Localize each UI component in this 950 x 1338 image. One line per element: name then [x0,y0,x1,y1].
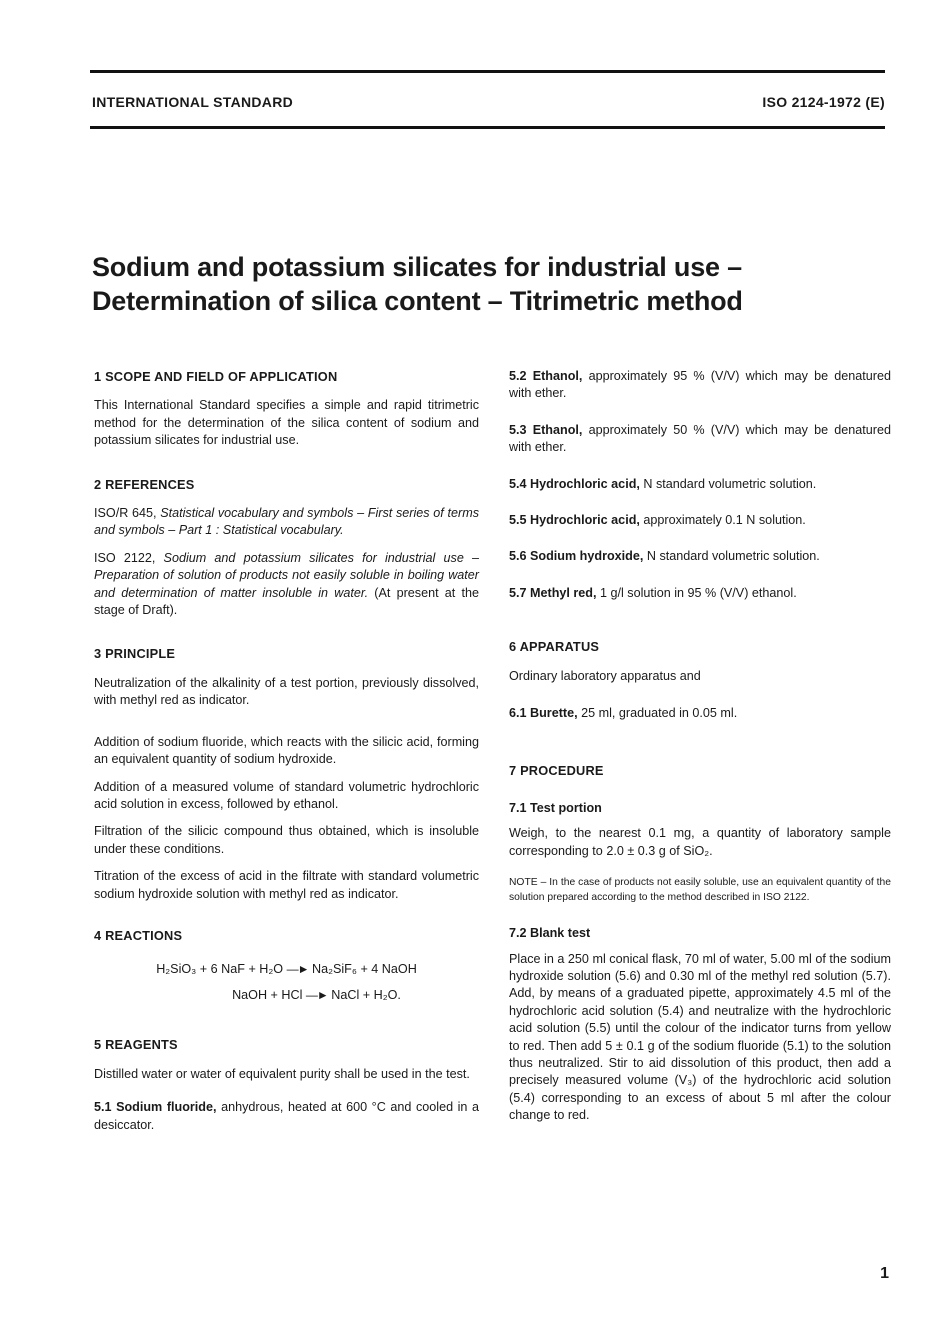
document-title [92,250,892,318]
reagent-5-3-text: approximately 50 % (V/V) which may be denatured with ether. [509,422,891,455]
section-7-heading: 7 PROCEDURE [509,763,604,779]
title-line-2: Determination of silica content – Titrimetric method [92,286,743,316]
reaction-equation-1 [94,956,479,982]
subsection-7-1-heading: 7.1 Test portion [509,800,602,815]
apparatus-6-1-text: 25 ml, graduated in 0.05 ml. [581,706,738,721]
principle-paragraph-5: Titration of the excess of acid in the filtrate with standard volumetric sodium hydroxide solution with methyl red as indicator. [94,869,479,901]
section-3-heading: 3 PRINCIPLE [94,646,176,662]
section-4-heading: 4 REACTIONS [94,927,183,943]
reagent-5-4 [509,476,891,493]
section-6-heading: 6 APPARATUS [509,639,600,655]
ref-2-code: ISO 2122, [94,550,156,565]
reagent-5-1-text: anhydrous, heated at 600 °C and cooled in a desiccator. [94,1100,480,1132]
subsection-7-2-heading: 7.2 Blank test [509,926,591,941]
apparatus-6-1-label: 6.1 Burette, [509,706,578,721]
page-number: 1 [880,1265,889,1282]
blank-test-text: Place in a 250 ml conical flask, 70 ml of water, 5.00 ml of the sodium hydroxide solution (5.6) and 0.30 ml of the methyl red solution (5.7). Add, by means of a graduated pipette, approximately 4.5 ml of the hydrochloric acid solution (5.4) and neutralize with the hydrochloric acid solution (5.5) until the colour of the indicator turns from yellow to red. Then add 5 ± 0.1 g of the sodium fluoride (5.1) to the solution thus neutralized. Stir to aid dissolution of this product, then add a precisely measured volume (V₃) of the hydrochloric acid solution (5.4) corresponding to an excess of about 5 ml after the colour change to red. [509,951,891,1123]
apparatus-6-1 [509,705,891,722]
reagent-5-2 [509,368,891,403]
reaction-arrow-icon: —► [305,988,328,1003]
equation-1-products: Na₂SiF₆ + 4 NaOH [311,962,417,977]
header-bottom-rule [90,126,885,129]
equation-2-reactants: NaOH + HCl [232,988,303,1003]
reference-iso-r-645 [94,505,479,540]
right-column [509,368,891,1135]
ref-2-status: (At present at the stage of Draft). [94,585,479,618]
reagent-5-2-text: approximately 95 % (V/V) which may be denatured with ether. [509,369,891,401]
reagent-5-4-text: N standard volumetric solution. [643,476,817,491]
reagent-5-3 [509,422,891,457]
test-portion-note: NOTE – In the case of products not easily soluble, use an equivalent quantity of the solution prepared according to the method described in ISO 2122. [509,877,891,903]
reagent-5-5 [509,512,891,529]
reagent-5-4-label: 5.4 Hydrochloric acid, [509,476,640,491]
header-top-rule [90,70,885,73]
reagent-5-5-text: approximately 0.1 N solution. [643,513,806,528]
standard-number: ISO 2124-1972 (E) [762,94,885,110]
equation-2-products: NaCl + H₂O. [331,988,401,1003]
reagent-5-5-label: 5.5 Hydrochloric acid, [509,513,640,528]
document-type: INTERNATIONAL STANDARD [92,94,294,110]
reagent-5-7-label: 5.7 Methyl red, [509,585,597,600]
title-line-1: Sodium and potassium silicates for industrial use – [92,252,742,282]
reagent-5-1 [94,1099,479,1134]
left-column [94,368,479,1144]
section-1-heading: 1 SCOPE AND FIELD OF APPLICATION [94,369,338,384]
principle-paragraph-4: Filtration of the silicic compound thus obtained, which is insoluble under these conditions. [94,824,479,856]
principle-paragraph-2: Addition of sodium fluoride, which reacts with the silicic acid, forming an equivalent quantity of sodium hydroxide. [94,734,479,767]
reagent-5-7-text: 1 g/l solution in 95 % (V/V) ethanol. [600,585,797,600]
ref-2-title: Sodium and potassium silicates for industrial use – Preparation of solution of products not easily soluble in boiling water and determination of matter insoluble in water. [94,550,479,600]
reagent-5-6-label: 5.6 Sodium hydroxide, [509,549,644,564]
reagent-5-3-label: 5.3 Ethanol, [509,422,583,437]
apparatus-intro: Ordinary laboratory apparatus and [509,668,701,683]
section-2-heading: 2 REFERENCES [94,476,195,492]
reagent-5-2-label: 5.2 Ethanol, [509,369,583,383]
ref-1-code: ISO/R 645, [94,506,157,521]
principle-paragraph-1: Neutralization of the alkalinity of a test portion, previously dissolved, with methyl red as indicator. [94,675,479,708]
reaction-equation-2 [94,982,479,1008]
equation-1-reactants: H₂SiO₃ + 6 NaF + H₂O [156,962,284,977]
section-5-heading: 5 REAGENTS [94,1037,178,1053]
test-portion-text: Weigh, to the nearest 0.1 mg, a quantity of laboratory sample corresponding to 2.0 ± 0.3 g of SiO₂. [509,826,891,858]
reagents-intro: Distilled water or water of equivalent purity shall be used in the test. [94,1066,470,1081]
reaction-arrow-icon: —► [286,962,309,977]
section-1-text: This International Standard specifies a simple and rapid titrimetric method for the determination of the silica content of sodium and potassium silicates for industrial use. [94,398,479,448]
reaction-equations [94,956,479,1008]
reference-iso-2122 [94,550,479,620]
reagent-5-1-label: 5.1 Sodium fluoride, [94,1100,217,1115]
reagent-5-7 [509,585,891,602]
reagent-5-6 [509,548,891,565]
reagent-5-6-text: N standard volumetric solution. [646,549,820,564]
principle-paragraph-3: Addition of a measured volume of standard volumetric hydrochloric acid solution in excess, followed by ethanol. [94,779,479,811]
ref-1-title: Statistical vocabulary and symbols – First series of terms and symbols – Part 1 : Statistical vocabulary. [94,506,479,538]
